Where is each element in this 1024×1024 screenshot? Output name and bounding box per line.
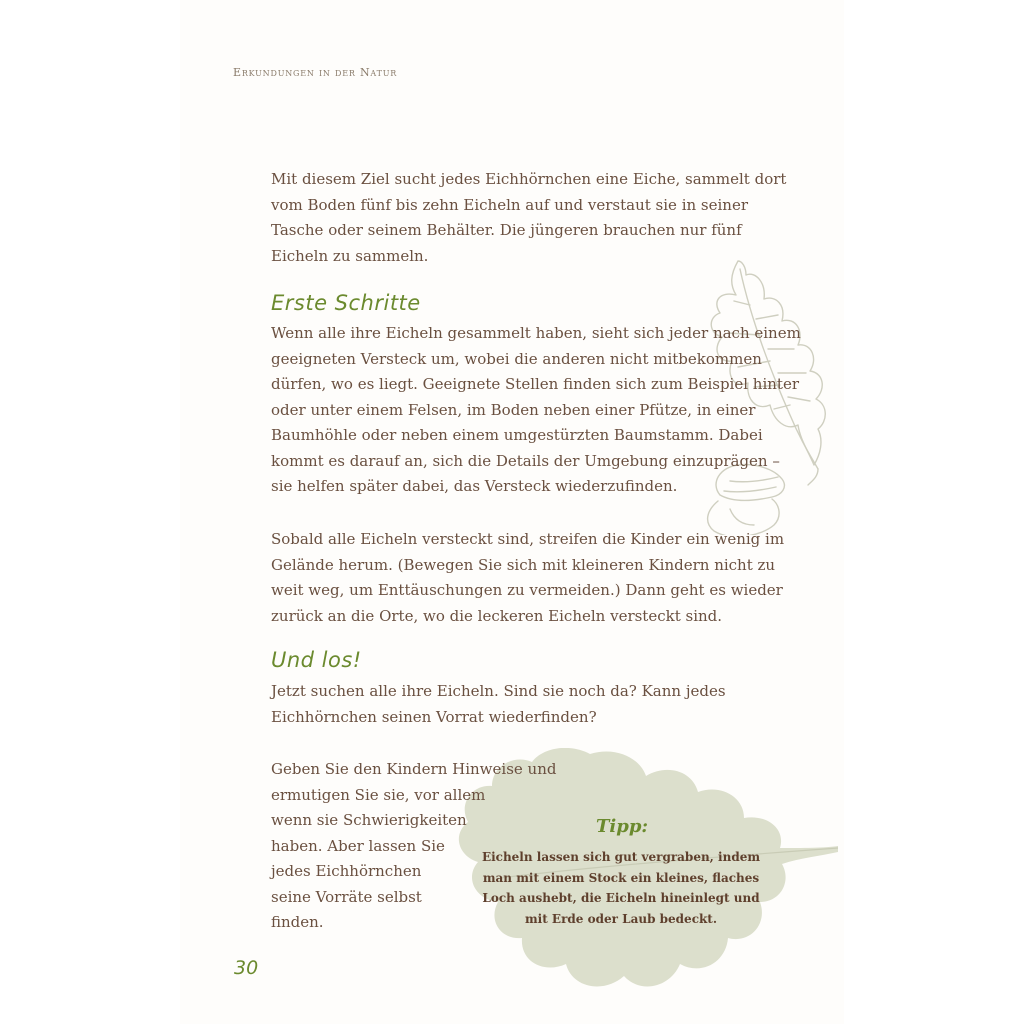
section1-paragraph bbox=[271, 321, 801, 500]
text-line: kommt es darauf an, sich die Details der Umgebung einzuprägen – bbox=[271, 451, 780, 470]
tip-line: Eicheln lassen sich gut vergraben, indem bbox=[481, 850, 761, 864]
text-line: wenn sie Schwierigkeiten bbox=[271, 811, 467, 829]
text-line: Wenn alle ihre Eicheln gesammelt haben, sieht sich jeder nach einem bbox=[271, 324, 801, 342]
text-line: sie helfen später dabei, das Versteck wiederzufinden. bbox=[271, 477, 678, 495]
tip-line: Loch aushebt, die Eicheln hineinlegt und bbox=[482, 891, 760, 905]
text-line: haben. Aber lassen Sie bbox=[271, 836, 445, 855]
text-line: Geben Sie den Kindern Hinweise und bbox=[271, 760, 557, 778]
tip-title: Tipp: bbox=[596, 816, 649, 837]
text-line: dürfen, wo es liegt. Geeignete Stellen finden sich zum Beispiel hinter bbox=[271, 375, 799, 393]
text-line: zurück an die Orte, wo die leckeren Eicheln versteckt sind. bbox=[271, 606, 723, 625]
section-heading-und-los: Und los! bbox=[271, 648, 362, 672]
text-line: Baumhöhle oder neben einem umgestürzten Baumstamm. Dabei bbox=[271, 426, 763, 444]
page-number: 30 bbox=[234, 957, 259, 979]
text-line: finden. bbox=[271, 913, 324, 931]
text-line: oder unter einem Felsen, im Boden neben einer Pfütze, in einer bbox=[271, 400, 756, 419]
text-line: Mit diesem Ziel sucht jedes Eichhörnchen eine Eiche, sammelt dort bbox=[271, 170, 787, 188]
section2-paragraph bbox=[271, 679, 771, 730]
text-line: geeigneten Versteck um, wobei die anderen nicht mitbekommen bbox=[271, 349, 762, 368]
text-line: seine Vorräte selbst bbox=[271, 887, 422, 906]
tip-line: man mit einem Stock ein kleines, flaches bbox=[482, 870, 760, 885]
text-line: ermutigen Sie sie, vor allem bbox=[271, 785, 486, 804]
section-heading-erste-schritte: Erste Schritte bbox=[271, 291, 421, 315]
text-line: weit weg, um Enttäuschungen zu vermeiden.) Dann geht es wieder bbox=[271, 581, 783, 599]
text-line: Gelände herum. (Bewegen Sie sich mit kleineren Kindern nicht zu bbox=[271, 555, 776, 574]
text-line: Jetzt suchen alle ihre Eicheln. Sind sie noch da? Kann jedes bbox=[271, 682, 726, 700]
intro-paragraph bbox=[271, 167, 787, 269]
running-head: Erkundungen in der Natur bbox=[233, 66, 398, 79]
text-line: Tasche oder seinem Behälter. Die jüngeren brauchen nur fünf bbox=[271, 221, 742, 239]
text-line: jedes Eichhörnchen bbox=[271, 862, 422, 880]
text-line: Eicheln zu sammeln. bbox=[271, 246, 429, 265]
text-line: Eichhörnchen seinen Vorrat wiederfinden? bbox=[271, 707, 597, 726]
tip-text bbox=[480, 847, 762, 929]
text-line: Sobald alle Eicheln versteckt sind, streifen die Kinder ein wenig im bbox=[271, 530, 785, 548]
paragraph-2 bbox=[271, 527, 785, 629]
tip-line: mit Erde oder Laub bedeckt. bbox=[524, 911, 718, 926]
text-line: vom Boden fünf bis zehn Eicheln auf und verstaut sie in seiner bbox=[271, 195, 749, 214]
